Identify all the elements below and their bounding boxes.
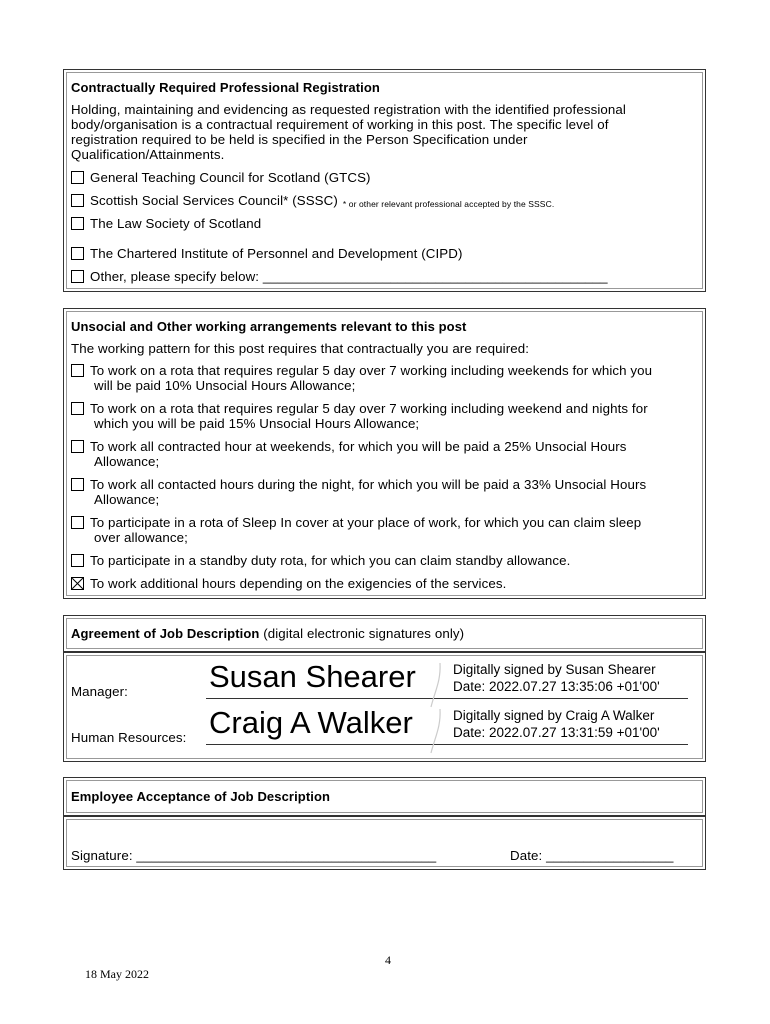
employee-date-field[interactable]: Date: _________________: [510, 848, 674, 863]
registration-intro-line: Holding, maintaining and evidencing as requested registration with the identified professional: [71, 102, 626, 117]
option-line: To work on a rota that requires regular 5 day over 7 working including weekends for which you: [90, 363, 653, 378]
signature-mark-icon: [429, 661, 443, 711]
option-label: Scottish Social Services Council* (SSSC): [90, 193, 338, 208]
option-line: To participate in a standby duty rota, for which you can claim standby allowance.: [90, 553, 571, 568]
acceptance-heading-box: [63, 777, 706, 816]
option-line: which you will be paid 15% Unsocial Hours Allowance;: [94, 416, 420, 431]
unsocial-heading: Unsocial and Other working arrangements relevant to this post: [71, 319, 467, 334]
unsocial-option-checked[interactable]: [71, 576, 695, 591]
option-label: The Chartered Institute of Personnel and Development (CIPD): [90, 246, 463, 261]
unsocial-option[interactable]: [71, 363, 695, 393]
checkbox[interactable]: [71, 478, 84, 491]
checkbox[interactable]: [71, 171, 84, 184]
registration-heading: Contractually Required Professional Registration: [71, 80, 380, 95]
manager-signature[interactable]: Susan Shearer: [209, 659, 416, 694]
registration-intro: [71, 102, 626, 162]
footer-date: 18 May 2022: [85, 967, 149, 981]
registration-intro-line: body/organisation is a contractual requirement of working in this post. The specific level of: [71, 117, 609, 132]
hr-label: Human Resources:: [71, 730, 187, 745]
registration-option-other[interactable]: [71, 269, 695, 284]
checkbox[interactable]: [71, 440, 84, 453]
checked-checkbox[interactable]: [71, 577, 84, 590]
hr-signature-line: [206, 744, 688, 745]
option-line: To work all contacted hours during the night, for which you will be paid a 33% Unsocial Hours: [90, 477, 647, 492]
option-label: The Law Society of Scotland: [90, 216, 262, 231]
option-line: Allowance;: [94, 454, 160, 469]
registration-section: [63, 69, 706, 292]
registration-option-cipd[interactable]: [71, 246, 695, 261]
option-line: To work all contracted hour at weekends, for which you will be paid a 25% Unsocial Hours: [90, 439, 627, 454]
option-label: Other, please specify below: ______________________________________________: [90, 269, 608, 284]
employee-signature-field[interactable]: Signature: ________________________________________: [71, 848, 437, 863]
checkbox[interactable]: [71, 364, 84, 377]
option-text: [90, 439, 627, 469]
option-line: Allowance;: [94, 492, 160, 507]
unsocial-section: [63, 308, 706, 599]
unsocial-option[interactable]: [71, 553, 695, 568]
registration-option-sssc[interactable]: [71, 193, 695, 212]
signatures-box: [63, 652, 706, 762]
agreement-heading: [71, 626, 464, 641]
manager-digital-signature-info: [453, 661, 660, 695]
checkbox[interactable]: [71, 402, 84, 415]
option-line: will be paid 10% Unsocial Hours Allowance;: [94, 378, 356, 393]
agreement-heading-note: (digital electronic signatures only): [259, 626, 465, 641]
registration-intro-line: Qualification/Attainments.: [71, 147, 225, 162]
manager-signed-by: Digitally signed by Susan Shearer: [453, 662, 656, 677]
option-text: [90, 363, 652, 393]
option-text: [90, 515, 641, 545]
checkbox[interactable]: [71, 194, 84, 207]
agreement-heading-bold: Agreement of Job Description: [71, 626, 260, 641]
unsocial-option[interactable]: [71, 401, 695, 431]
option-line: To work on a rota that requires regular 5 day over 7 working including weekend and nights for: [90, 401, 648, 416]
unsocial-option[interactable]: [71, 477, 695, 507]
unsocial-intro: The working pattern for this post requires that contractually you are required:: [71, 341, 530, 356]
registration-intro-line: registration required to be held is specified in the Person Specification under: [71, 132, 528, 147]
manager-signature-line: [206, 698, 688, 699]
unsocial-option[interactable]: [71, 439, 695, 469]
agreement-heading-box: [63, 615, 706, 652]
hr-signed-by: Digitally signed by Craig A Walker: [453, 708, 655, 723]
signature-mark-icon: [429, 707, 443, 757]
hr-signature[interactable]: Craig A Walker: [209, 705, 413, 740]
checkbox[interactable]: [71, 516, 84, 529]
option-text: [90, 477, 646, 507]
acceptance-signature-box: [63, 816, 706, 870]
acceptance-heading: Employee Acceptance of Job Description: [71, 789, 331, 804]
option-note: * or other relevant professional accepted by the SSSC.: [342, 199, 555, 209]
unsocial-option[interactable]: [71, 515, 695, 545]
checkbox[interactable]: [71, 554, 84, 567]
option-text: [90, 401, 648, 431]
registration-option-gtcs[interactable]: [71, 170, 695, 185]
hr-signed-date: Date: 2022.07.27 13:31:59 +01'00': [453, 725, 660, 740]
page-number: 4: [385, 953, 391, 967]
option-line: To work additional hours depending on the exigencies of the services.: [90, 576, 507, 591]
option-label: General Teaching Council for Scotland (GTCS): [90, 170, 371, 185]
manager-label: Manager:: [71, 684, 128, 699]
checkbox[interactable]: [71, 247, 84, 260]
checkbox[interactable]: [71, 217, 84, 230]
checkbox[interactable]: [71, 270, 84, 283]
manager-signed-date: Date: 2022.07.27 13:35:06 +01'00': [453, 679, 660, 694]
registration-option-law-society[interactable]: [71, 216, 695, 231]
option-line: To participate in a rota of Sleep In cover at your place of work, for which you can claim sleep: [90, 515, 642, 530]
option-line: over allowance;: [94, 530, 188, 545]
hr-digital-signature-info: [453, 707, 660, 741]
